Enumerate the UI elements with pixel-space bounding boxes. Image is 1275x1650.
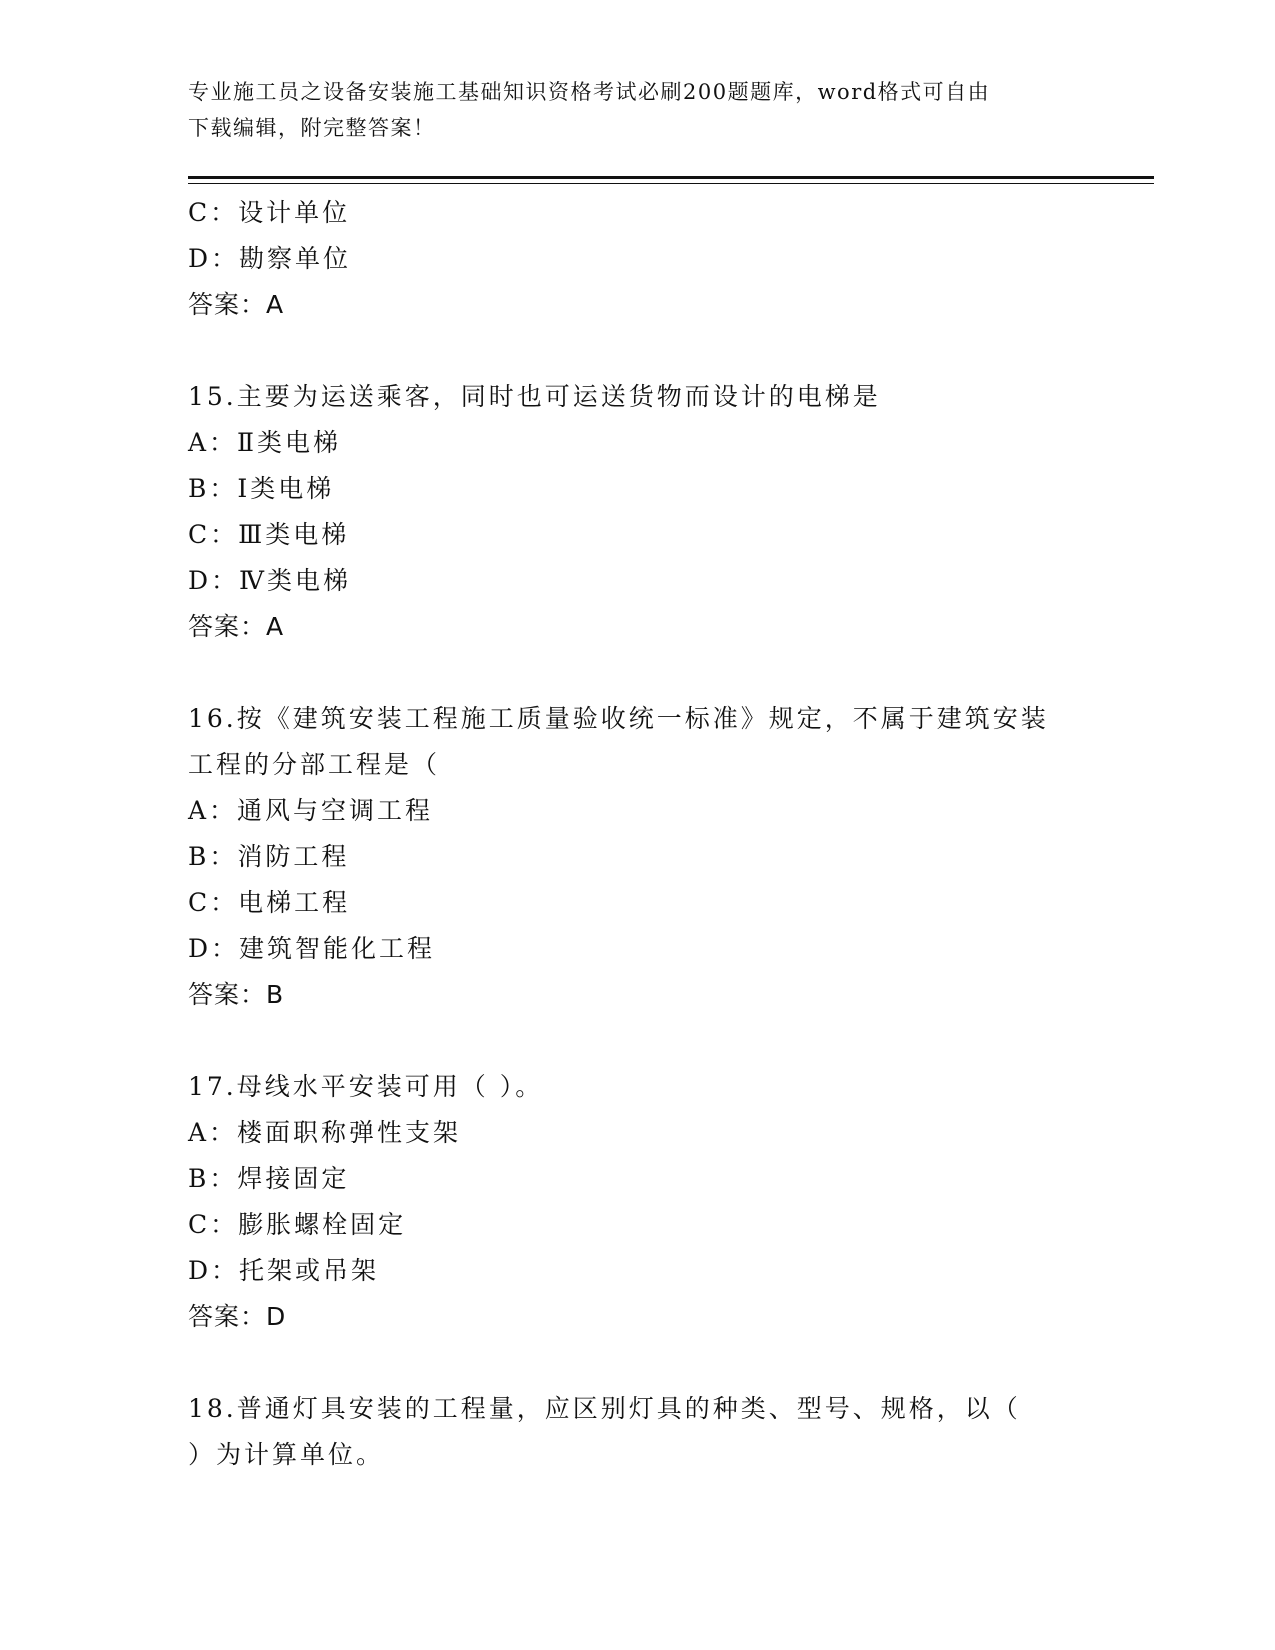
answer: 答案：D xyxy=(188,1302,287,1331)
question-text-line-1: 16.按《建筑安装工程施工质量验收统一标准》规定，不属于建筑安装 xyxy=(188,704,1049,733)
option-a: A：通风与空调工程 xyxy=(188,796,434,825)
question-16 xyxy=(188,696,1088,1018)
answer: 答案：A xyxy=(188,290,285,319)
header-line-2: 下载编辑，附完整答案！ xyxy=(188,116,436,140)
question-18 xyxy=(188,1386,1088,1478)
header-line-1: 专业施工员之设备安装施工基础知识资格考试必刷200题题库，word格式可自由 xyxy=(188,80,991,104)
question-text: 17.母线水平安装可用（ ）。 xyxy=(188,1072,544,1101)
question-17 xyxy=(188,1064,1088,1340)
option-a: A：楼面职称弹性支架 xyxy=(188,1118,462,1147)
option-b: B：Ⅰ类电梯 xyxy=(188,474,335,503)
question-list xyxy=(188,190,1088,1478)
answer: 答案：A xyxy=(188,612,285,641)
option-c: C：膨胀螺栓固定 xyxy=(188,1210,407,1239)
spacer xyxy=(188,650,1088,696)
question-text-line-2: 工程的分部工程是（ xyxy=(188,750,441,779)
header-divider-thick xyxy=(188,176,1154,179)
partial-question xyxy=(188,190,1088,328)
option-d: D：勘察单位 xyxy=(188,244,352,273)
option-c: C：Ⅲ类电梯 xyxy=(188,520,350,549)
option-b: B：焊接固定 xyxy=(188,1164,350,1193)
option-c: C：电梯工程 xyxy=(188,888,351,917)
document-header xyxy=(188,74,1088,146)
question-text: 15.主要为运送乘客，同时也可运送货物而设计的电梯是 xyxy=(188,382,881,411)
option-d: D：托架或吊架 xyxy=(188,1256,380,1285)
option-d: D：建筑智能化工程 xyxy=(188,934,436,963)
answer: 答案：B xyxy=(188,980,285,1009)
spacer xyxy=(188,1018,1088,1064)
question-15 xyxy=(188,374,1088,650)
option-d: D：Ⅳ类电梯 xyxy=(188,566,352,595)
option-b: B：消防工程 xyxy=(188,842,350,871)
spacer xyxy=(188,328,1088,374)
option-c: C：设计单位 xyxy=(188,198,351,227)
question-text-line-2: ）为计算单位。 xyxy=(188,1440,385,1469)
option-a: A：Ⅱ类电梯 xyxy=(188,428,342,457)
header-divider-thin xyxy=(188,183,1154,184)
spacer xyxy=(188,1340,1088,1386)
question-text-line-1: 18.普通灯具安装的工程量，应区别灯具的种类、型号、规格，以（ xyxy=(188,1394,1021,1423)
